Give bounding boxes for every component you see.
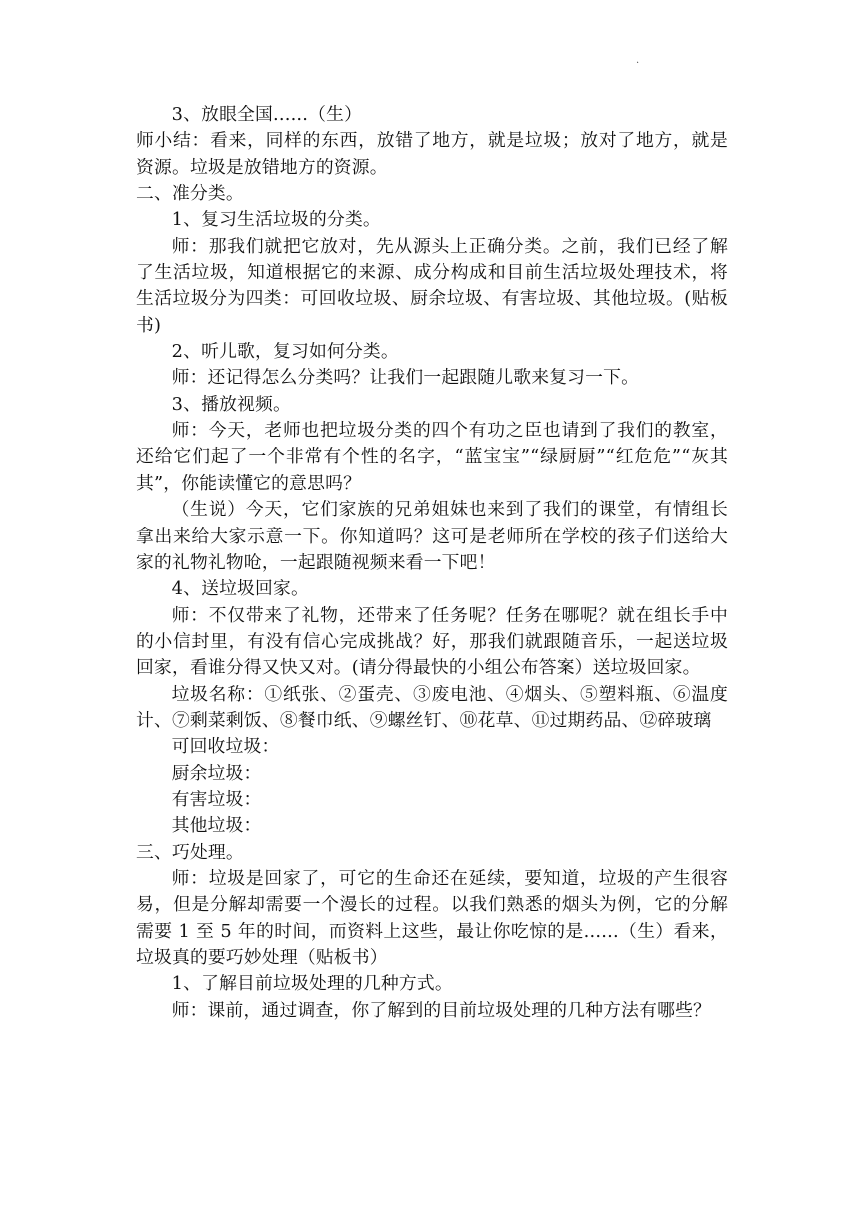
paragraph-send-garbage-home: 4、送垃圾回家。 (171, 578, 309, 600)
paragraph-family-gifts: （生说）今天，它们家族的兄弟姐妹也来到了我们的课堂，有情组长拿出来给大家示意一下。你知道吗？这可是老师所在学校的孩子们送给大家的礼物礼物呛，一起跟随视频来看一下吧！ (136, 499, 728, 573)
category-recyclable: 可回收垃圾： (171, 736, 280, 758)
paragraph-garbage-names: 垃圾名称：①纸张、②蛋壳、③废电池、④烟头、⑤塑料瓶、⑥温度计、⑦剩菜剩饭、⑧餐巾纸、⑨螺丝钉、⑩花草、⑪过期药品、⑫碎玻璃 (136, 683, 728, 731)
section-heading-smart-processing: 三、巧处理。 (136, 841, 244, 863)
paragraph-four-helpers: 师：今天，老师也把垃圾分类的四个有功之臣也请到了我们的教室，还给它们起了一个非常有个性的名字，“蓝宝宝”“绿厨厨”“红危危”“灰其其”，你能读懂它的意思吗？ (136, 420, 728, 494)
paragraph-play-video: 3、播放视频。 (171, 393, 291, 415)
paragraph-song-review: 师：还记得怎么分类吗？让我们一起跟随儿歌来复习一下。 (171, 367, 640, 389)
paragraph-understand-methods: 1、了解目前垃圾处理的几种方式。 (171, 973, 453, 995)
paragraph-decomposition: 师：垃圾是回家了，可它的生命还在延续，要知道，垃圾的产生很容易，但是分解却需要一个漫长的过程。以我们熟悉的烟头为例，它的分解需要 1 至 5 年的时间，而资料上这些，最让你吃惊的是......（生）看来，垃圾真的要巧妙处理（贴板书） (136, 867, 728, 968)
paragraph-3-fang-yan-quan-guo: 3、放眼全国......（生） (171, 104, 363, 125)
category-hazardous: 有害垃圾： (171, 788, 262, 810)
paragraph-task-envelope: 师：不仅带来了礼物，还带来了任务呢？任务在哪呢？就在组长手中的小信封里，有没有信心完成挑战？好，那我们就跟随音乐，一起送垃圾回家，看谁分得又快又对。(请分得最快的小组公布答案）送垃圾回家。 (136, 604, 728, 679)
category-other: 其他垃圾： (171, 815, 262, 837)
paragraph-teacher-summary: 师小结：看来，同样的东西，放错了地方，就是垃圾；放对了地方，就是资源。垃圾是放错地方的资源。 (136, 130, 728, 178)
paragraph-listen-song: 2、听儿歌，复习如何分类。 (171, 341, 399, 363)
category-kitchen-waste: 厨余垃圾： (171, 762, 262, 784)
page-dot: . (636, 55, 640, 66)
paragraph-review-classification: 1、复习生活垃圾的分类。 (171, 209, 381, 231)
document-content (136, 102, 728, 1024)
section-heading-accurate-classification: 二、准分类。 (136, 183, 244, 205)
paragraph-four-categories: 师：那我们就把它放对，先从源头上正确分类。之前，我们已经了解了生活垃圾，知道根据它的来源、成分构成和目前生活垃圾处理技术，将生活垃圾分为四类：可回收垃圾、厨余垃圾、有害垃圾、其他垃圾。(贴板书) (136, 235, 728, 336)
paragraph-survey-question: 师：课前，通过调查，你了解到的目前垃圾处理的几种方法有哪些？ (171, 999, 712, 1021)
